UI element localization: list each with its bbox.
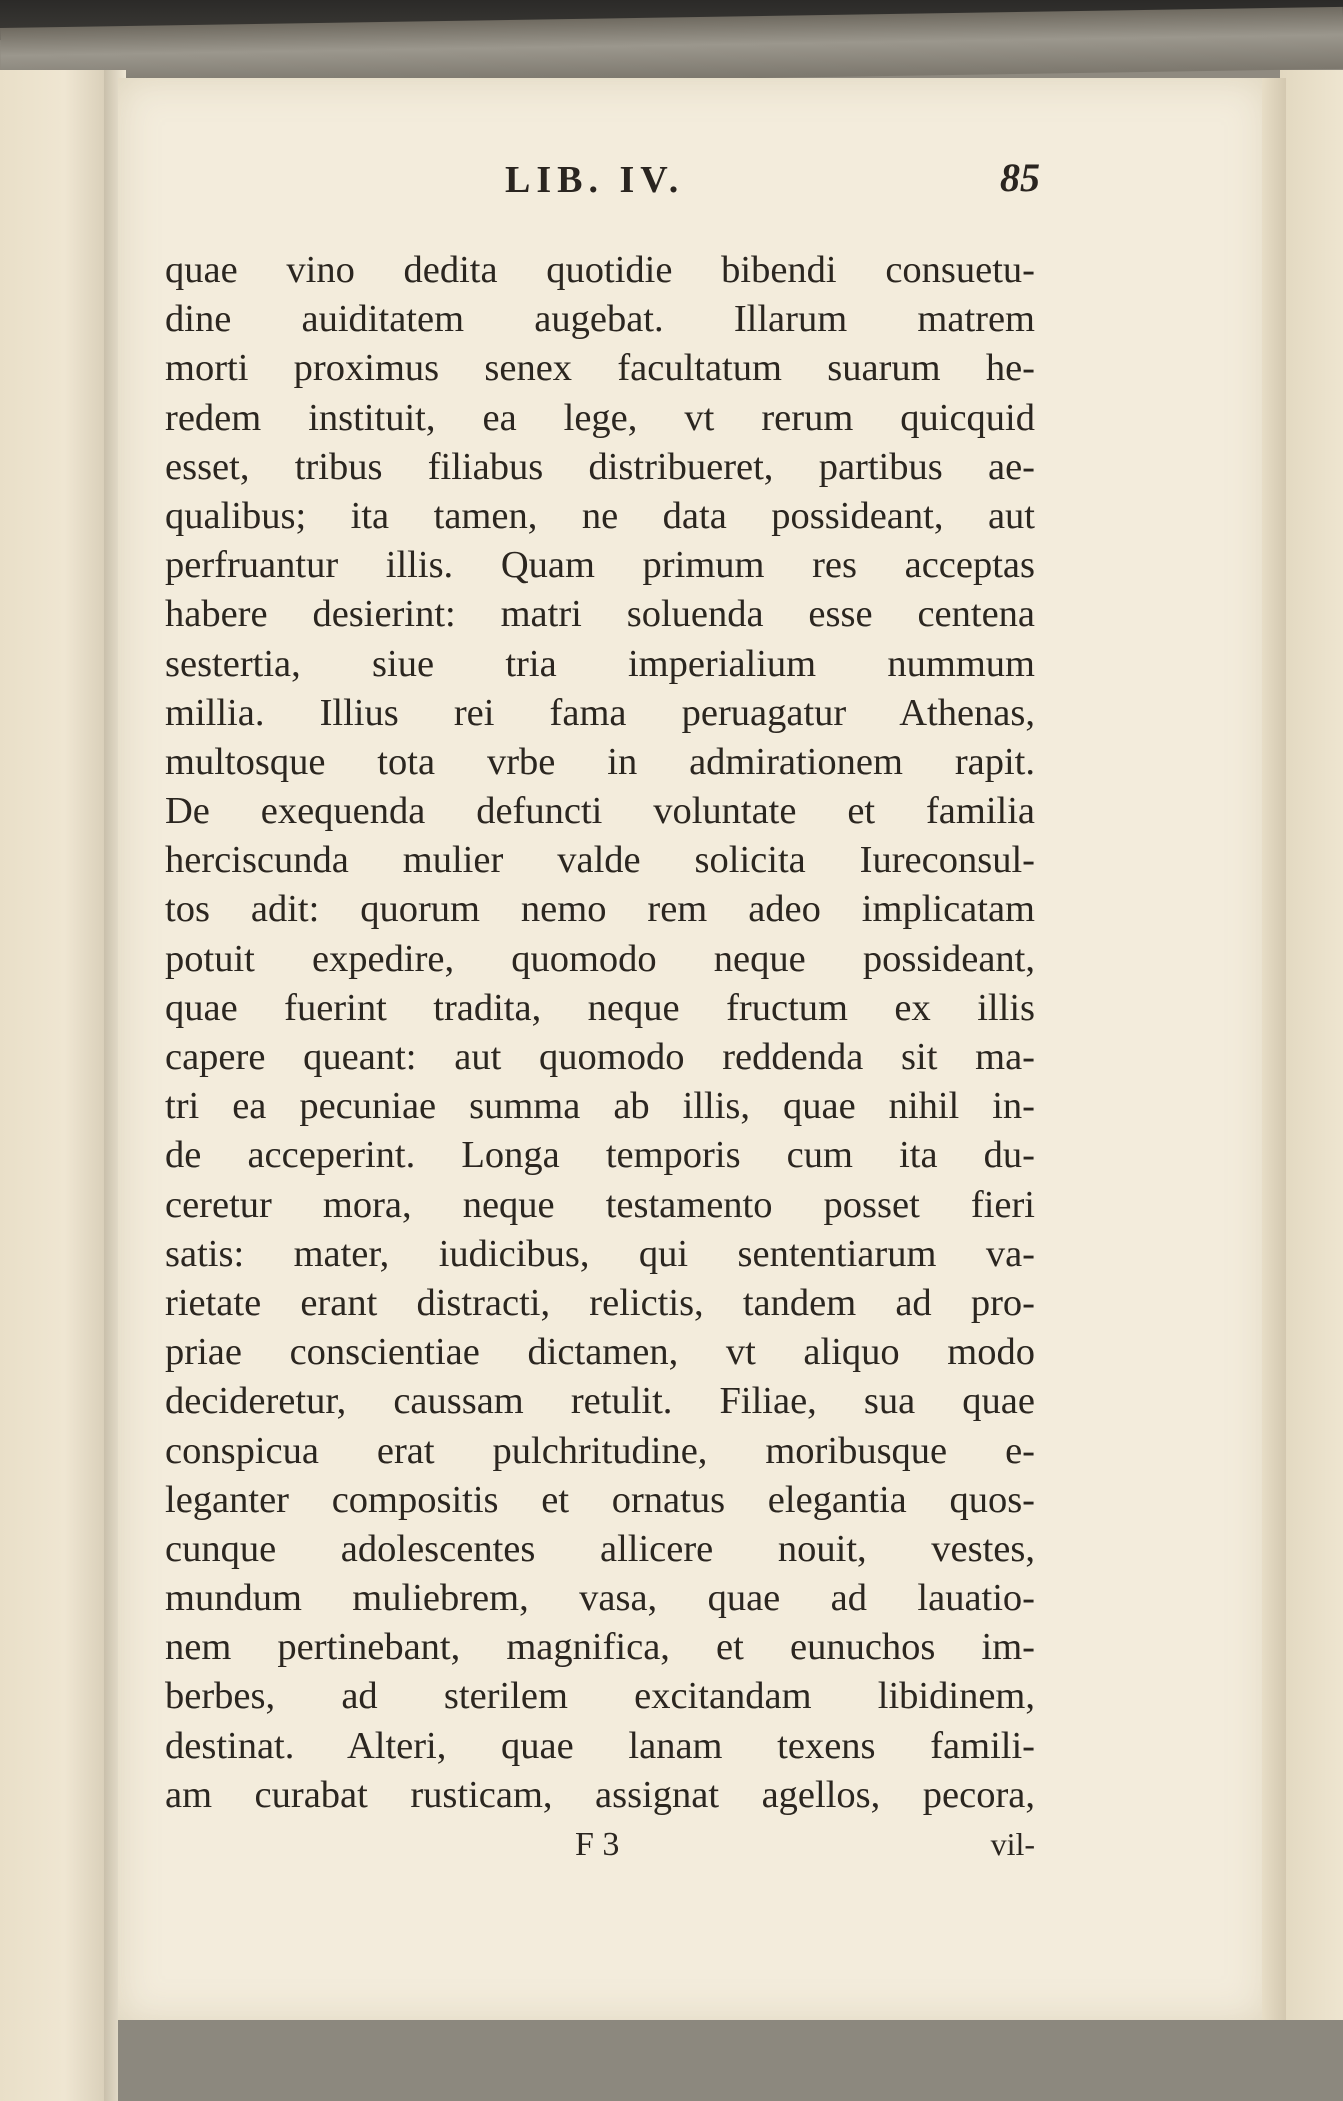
text-line: satis: mater, iudicibus, qui sententiarum va- [165,1232,1035,1275]
text-line: quae vino dedita quotidie bibendi consuetu- [165,249,1035,291]
bottom-background [118,2020,1343,2101]
facing-page-edge [0,70,110,2101]
text-line: priae conscientiae dictamen, vt aliquo modo [165,1331,1035,1374]
text-line: rietate erant distracti, relictis, tandem ad pro- [165,1281,1035,1324]
running-head: LIB. IV. [505,159,685,201]
text-line: multosque tota vrbe in admirationem rapit. [165,740,1035,783]
text-line: habere desierint: matri soluenda esse centena [165,593,1035,636]
page-right-edge [1262,78,1286,2023]
text-line: am curabat rusticam, assignat agellos, pecora, [165,1773,1035,1816]
catchword: vil- [990,1826,1035,1862]
text-line: capere queant: aut quomodo reddenda sit ma- [165,1036,1035,1078]
text-line: ceretur mora, neque testamento posset fieri [165,1183,1035,1226]
text-line: sestertia, siue tria imperialium nummum [165,642,1035,685]
text-line: tos adit: quorum nemo rem adeo implicatam [165,888,1035,931]
text-line: potuit expedire, quomodo neque possideant, [165,937,1035,980]
text-line: leganter compositis et ornatus elegantia quos- [165,1478,1035,1521]
text-line: quae fuerint tradita, neque fructum ex illis [165,986,1035,1029]
text-line: esset, tribus filiabus distribueret, partibus ae- [165,445,1035,488]
text-line: redem instituit, ea lege, vt rerum quicquid [165,396,1035,439]
text-line: dine auiditatem augebat. Illarum matrem [165,298,1035,341]
body-text [165,246,1035,1820]
page-footer [165,1826,1035,1866]
text-line: conspicua erat pulchritudine, moribusque e- [165,1429,1035,1472]
text-line: herciscunda mulier valde solicita Iureconsul- [165,839,1035,882]
text-line: de acceperint. Longa temporis cum ita du- [165,1134,1035,1177]
text-line: cunque adolescentes allicere nouit, vestes, [165,1527,1035,1570]
underlying-page-edge [1280,70,1343,2101]
text-line: perfruantur illis. Quam primum res acceptas [165,544,1035,587]
page-number: 85 [1000,155,1040,200]
text-line: tri ea pecuniae summa ab illis, quae nihil in- [165,1085,1035,1128]
text-line: De exequenda defuncti voluntate et familia [165,790,1035,833]
text-line: destinat. Alteri, quae lanam texens famili- [165,1724,1035,1767]
text-line: mundum muliebrem, vasa, quae ad lauatio- [165,1577,1035,1620]
text-line: morti proximus senex facultatum suarum he- [165,347,1035,390]
text-line: berbes, ad sterilem excitandam libidinem, [165,1675,1035,1718]
text-line: decideretur, caussam retulit. Filiae, sua quae [165,1380,1035,1423]
text-line: nem pertinebant, magnifica, et eunuchos im- [165,1626,1035,1669]
signature-mark: F 3 [575,1826,620,1863]
text-line: qualibus; ita tamen, ne data possideant, aut [165,494,1035,537]
page-header [160,155,1040,218]
text-line: millia. Illius rei fama peruagatur Athenas, [165,691,1035,734]
